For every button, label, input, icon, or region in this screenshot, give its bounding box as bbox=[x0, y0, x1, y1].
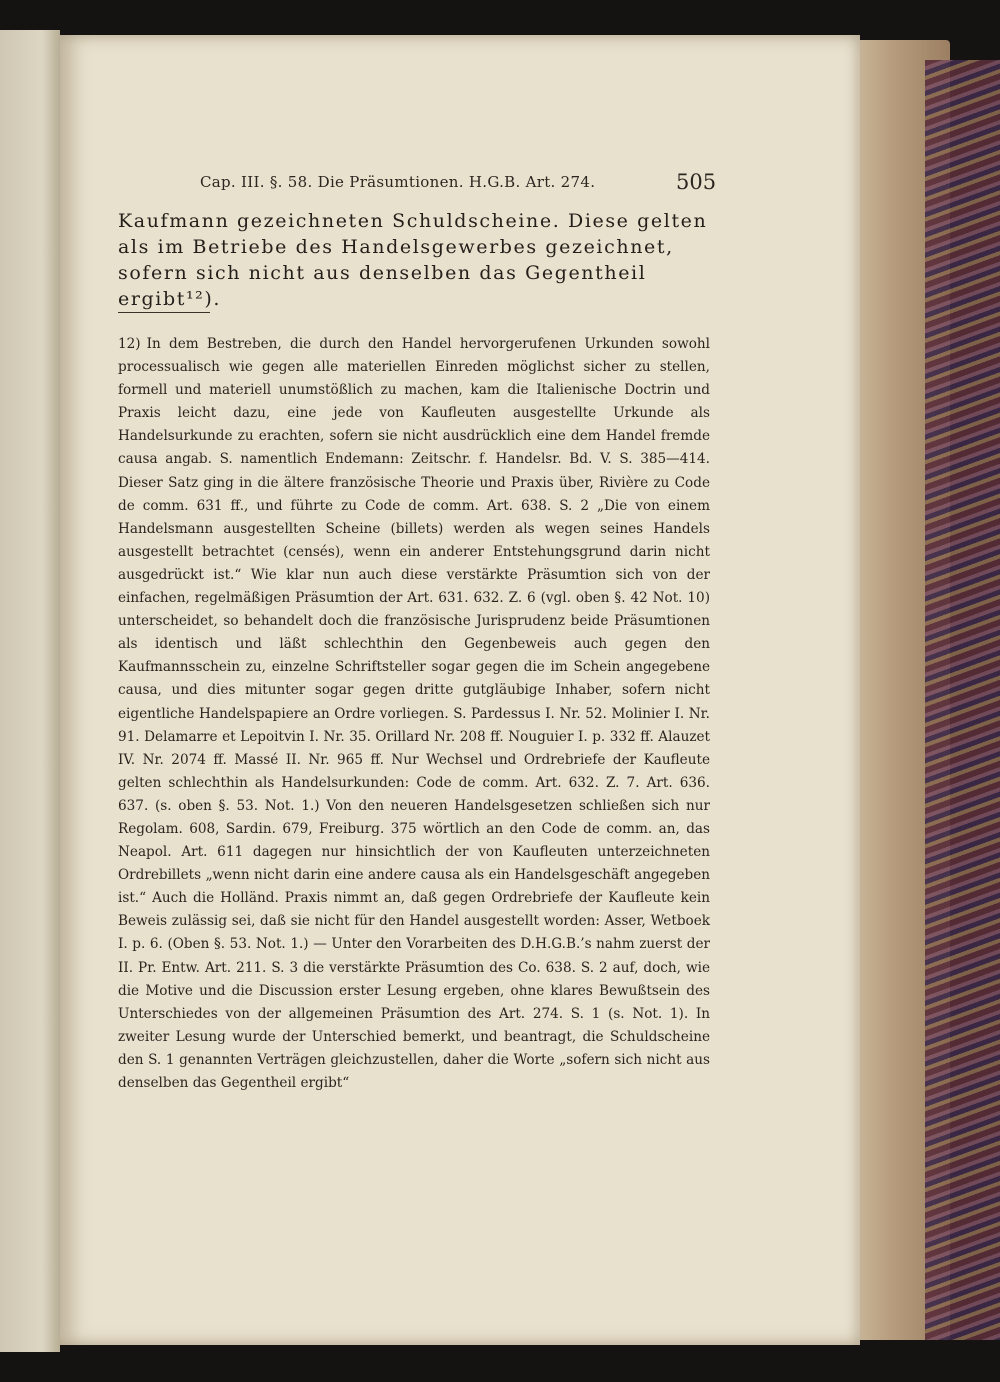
page-number: 505 bbox=[676, 170, 717, 194]
running-head: Cap. III. §. 58. Die Präsumtionen. H.G.B. Art. 274. bbox=[200, 173, 596, 191]
footnote bbox=[118, 333, 710, 1095]
main-text: Kaufmann gezeichneten Schuldscheine. Diese gelten als im Betriebe des Handelsgewerbes gezeichnet, sofern sich nicht aus denselben das Gegentheil ergibt¹²). bbox=[118, 210, 708, 310]
footnote-text: In dem Bestreben, die durch den Handel hervorgerufenen Urkunden sowohl processualisch wie gegen alle materiellen Einreden möglichst sicher zu stellen, formell und materiell unumstößlich zu machen, kam die Italienische Doctrin und Praxis leicht dazu, eine jede von Kaufleuten ausgestellte Urkunde als Handelsurkunde zu erachten, sofern sie nicht ausdrücklich eine dem Handel fremde causa angab. S. namentlich Endemann: Zeitschr. f. Handelsr. Bd. V. S. 385—414. Dieser Satz ging in die ältere französische Theorie und Praxis über, Rivière zu Code de comm. 631 ff., und führte zu Code de comm. Art. 638. S. 2 „Die von einem Handelsmann ausgestellten Scheine (billets) werden als wegen seines Handels ausgestellt betrachtet (censés), wenn ein anderer Entstehungsgrund darin nicht ausgedrückt ist.“ Wie klar nun auch diese verstärkte Präsumtion sich von der einfachen, regelmäßigen Präsumtion der Art. 631. 632. Z. 6 (vgl. oben §. 42 Not. 10) unterscheidet, so behandelt doch die französische Jurisprudenz beide Präsumtionen als identisch und läßt schlechthin den Gegenbeweis auch gegen den Kaufmannsschein zu, einzelne Schriftsteller sogar gegen die im Schein angegebene causa, und dies mitunter sogar gegen dritte gutgläubige Inhaber, sofern nicht eigentliche Handelspapiere an Ordre vorliegen. S. Pardessus I. Nr. 52. Molinier I. Nr. 91. Delamarre et Lepoitvin I. Nr. 35. Orillard Nr. 208 ff. Nouguier I. p. 332 ff. Alauzet IV. Nr. 2074 ff. Massé II. Nr. 965 ff. Nur Wechsel und Ordrebriefe der Kaufleute gelten schlechthin als Handelsurkunden: Code de comm. Art. 632. Z. 7. Art. 636. 637. (s. oben §. 53. Not. 1.) Von den neueren Handelsgesetzen schließen sich nur Regolam. 608, Sardin. 679, Freiburg. 375 wörtlich an den Code de comm. an, das Neapol. Art. 611 dagegen nur hinsichtlich der von Kaufleuten unterzeichneten Ordrebillets „wenn nicht darin eine andere causa als ein Handelsgeschäft angegeben ist.“ Auch die Holländ. Praxis nimmt an, daß gegen Ordrebriefe der Kaufleute kein Beweis zulässig sei, daß sie nicht für den Handel ausgestellt worden: Asser, Wetboek I. p. 6. (Oben §. 53. Not. 1.) — Unter den Vorarbeiten des D.H.G.B.’s nahm zuerst der II. Pr. Entw. Art. 211. S. 3 die verstärkte Präsumtion des Co. 638. S. 2 auf, doch, wie die Motive und die Discussion erster Lesung ergeben, ohne klares Bewußtsein des Unterschiedes von der allgemeinen Präsumtion des Art. 274. S. 1 (s. Not. 1). In zweiter Lesung wurde der Unterschied bemerkt, und beantragt, die Schuldscheine den S. 1 genannten Verträgen gleichzustellen, daher die Worte „sofern sich nicht aus denselben das Gegentheil ergibt“ bbox=[118, 336, 710, 1091]
marbled-endpaper bbox=[925, 60, 1000, 1340]
footnote-number: 12) bbox=[118, 336, 141, 352]
facing-page-edge bbox=[0, 30, 60, 1352]
footnote-rule bbox=[118, 312, 210, 313]
